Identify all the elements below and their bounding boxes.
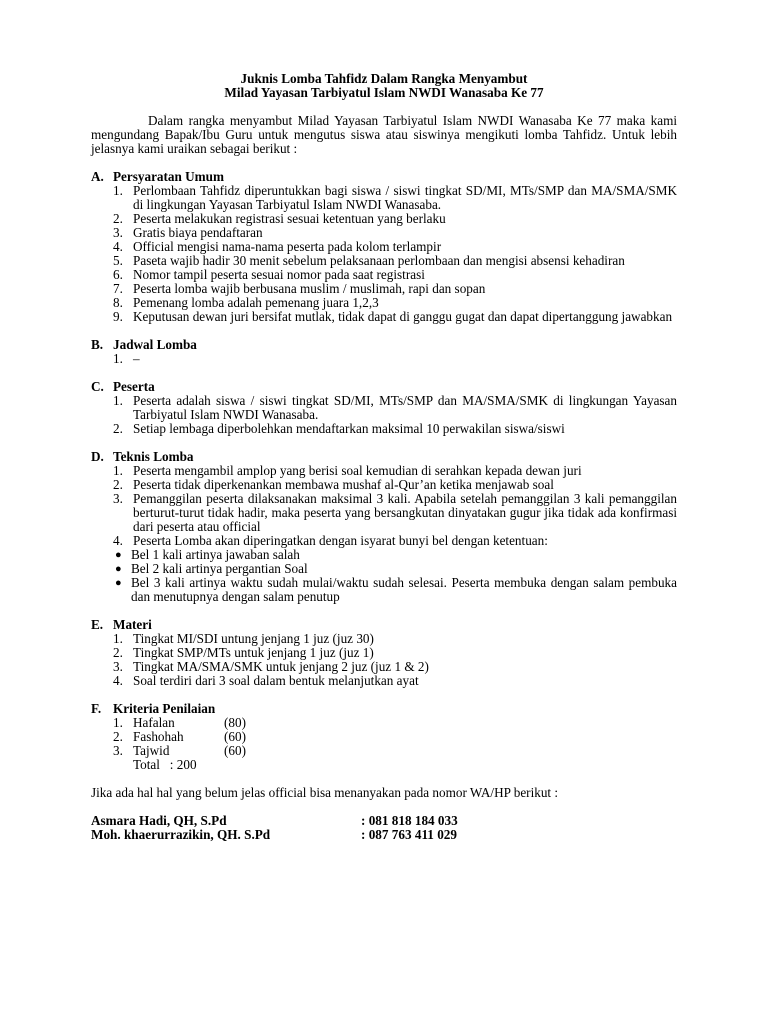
item-text: Peserta melakukan registrasi sesuai ketentuan yang berlaku: [133, 211, 446, 226]
criteria-name: Tajwid: [133, 743, 170, 758]
list-item: [111, 562, 677, 576]
section-letter: F.: [91, 701, 102, 716]
participants-list: [91, 394, 677, 436]
item-text: Official mengisi nama-nama peserta pada kolom terlampir: [133, 239, 442, 254]
item-text: [133, 730, 246, 744]
item-number: 3.: [113, 659, 123, 674]
list-item: [113, 268, 677, 282]
list-item: [113, 716, 677, 730]
item-text: Bel 2 kali artinya pergantian Soal: [131, 561, 308, 576]
section-jadwal-lomba: [91, 338, 677, 366]
item-text: Tingkat MA/SMA/SMK untuk jenjang 2 juz (juz 1 & 2): [133, 659, 429, 674]
item-text: Peserta Lomba akan diperingatkan dengan isyarat bunyi bel dengan ketentuan:: [133, 533, 548, 548]
material-list: [91, 632, 677, 688]
item-number: 3.: [113, 743, 123, 758]
item-number: 2.: [113, 421, 123, 436]
item-number: 1.: [113, 715, 123, 730]
list-item: [113, 632, 677, 646]
section-title: Materi: [113, 617, 152, 632]
section-heading: [91, 702, 677, 716]
item-number: 3.: [113, 225, 123, 240]
section-heading: [91, 170, 677, 184]
item-text: Paseta wajib hadir 30 menit sebelum pelaksanaan perlombaan dan mengisi absensi kehadiran: [133, 253, 625, 268]
item-text: Tingkat MI/SDI untung jenjang 1 juz (juz 30): [133, 631, 374, 646]
item-text: Bel 3 kali artinya waktu sudah mulai/waktu sudah selesai. Peserta membuka dengan salam pembuka dan menutupnya dengan salam penutup: [131, 575, 677, 604]
section-title: Persyaratan Umum: [113, 169, 224, 184]
section-heading: [91, 450, 677, 464]
item-number: 6.: [113, 267, 123, 282]
section-title: Kriteria Penilaian: [113, 701, 216, 716]
bullet-icon: ●: [115, 549, 122, 561]
item-text: Gratis biaya pendaftaran: [133, 225, 263, 240]
requirements-list: [91, 184, 677, 324]
document-body: [91, 72, 677, 842]
section-letter: A.: [91, 169, 104, 184]
list-item: [113, 464, 677, 478]
list-item: [113, 296, 677, 310]
section-title: Jadwal Lomba: [113, 337, 197, 352]
closing-paragraph: Jika ada hal hal yang belum jelas official bisa menanyakan pada nomor WA/HP berikut :: [91, 785, 559, 800]
section-letter: B.: [91, 337, 104, 352]
bullet-icon: ●: [115, 577, 122, 589]
list-item: [113, 282, 677, 296]
list-item: [113, 674, 677, 688]
item-number: 5.: [113, 253, 123, 268]
item-number: 1.: [113, 183, 123, 198]
list-item: [113, 646, 677, 660]
section-title: Teknis Lomba: [113, 449, 194, 464]
list-item: [111, 576, 677, 604]
item-text: [133, 716, 246, 730]
title-line-2: Milad Yayasan Tarbiyatul Islam NWDI Wanasaba Ke 77: [224, 85, 544, 100]
item-text: Keputusan dewan juri bersifat mutlak, tidak dapat di ganggu gugat dan dapat dipertanggung jawabkan: [133, 309, 673, 324]
list-item: [113, 212, 677, 226]
title-line-1: Juknis Lomba Tahfidz Dalam Rangka Menyambut: [240, 71, 528, 86]
item-number: 2.: [113, 729, 123, 744]
list-item: [113, 226, 677, 240]
list-item: [113, 394, 677, 422]
item-number: 8.: [113, 295, 123, 310]
bell-rules-list: [91, 548, 677, 604]
document-title: [91, 72, 677, 100]
item-text: [133, 744, 246, 758]
contact-name: Moh. khaerurrazikin, QH. S.Pd: [91, 827, 271, 842]
contact-phone: : 087 763 411 029: [361, 827, 457, 842]
item-text: Peserta tidak diperkenankan membawa mushaf al-Qur’an ketika menjawab soal: [133, 477, 554, 492]
section-heading: [91, 338, 677, 352]
item-number: 2.: [113, 645, 123, 660]
item-number: 9.: [113, 309, 123, 324]
section-materi: [91, 618, 677, 688]
item-number: 3.: [113, 491, 123, 506]
item-number: 1.: [113, 393, 123, 408]
list-item: [113, 478, 677, 492]
list-item: [113, 534, 677, 548]
criteria-score: (60): [224, 743, 246, 758]
criteria-score: (80): [224, 715, 246, 730]
item-text: Setiap lembaga diperbolehkan mendaftarkan maksimal 10 perwakilan siswa/siswi: [133, 421, 565, 436]
item-text: Bel 1 kali artinya jawaban salah: [131, 547, 300, 562]
item-text: Pemanggilan peserta dilaksanakan maksimal 3 kali. Apabila setelah pemanggilan 3 kali pemanggilan berturut-turut tidak hadir, maka peserta yang bersangkutan dinyatakan gugur jika tidak ada konfirmasi dari peserta atau official: [133, 491, 677, 534]
item-number: 2.: [113, 477, 123, 492]
item-number: 4.: [113, 239, 123, 254]
list-item: [113, 422, 677, 436]
item-number: 1.: [113, 351, 123, 366]
item-text: Soal terdiri dari 3 soal dalam bentuk melanjutkan ayat: [133, 673, 419, 688]
item-text: Pemenang lomba adalah pemenang juara 1,2,3: [133, 295, 379, 310]
list-item: [113, 730, 677, 744]
list-item: [113, 744, 677, 758]
criteria-name: Hafalan: [133, 715, 175, 730]
item-text: Peserta adalah siswa / siswi tingkat SD/MI, MTs/SMP dan MA/SMA/SMK di lingkungan Yayasan Tarbiyatul Islam NWDI Wanasaba.: [133, 393, 677, 422]
section-letter: C.: [91, 379, 104, 394]
technical-list: [91, 464, 677, 548]
item-number: 1.: [113, 631, 123, 646]
section-peserta: [91, 380, 677, 436]
list-item: [113, 240, 677, 254]
list-item: [113, 254, 677, 268]
schedule-list: [91, 352, 677, 366]
item-number: 2.: [113, 211, 123, 226]
section-heading: [91, 618, 677, 632]
item-text: Tingkat SMP/MTs untuk jenjang 1 juz (juz 1): [133, 645, 374, 660]
list-item: [113, 352, 677, 366]
item-text: –: [133, 351, 140, 366]
item-number: 4.: [113, 533, 123, 548]
contact-row: [91, 814, 677, 828]
item-number: 7.: [113, 281, 123, 296]
item-number: 1.: [113, 463, 123, 478]
contact-row: [91, 828, 677, 842]
list-item: [113, 492, 677, 534]
intro-paragraph: Dalam rangka menyambut Milad Yayasan Tarbiyatul Islam NWDI Wanasaba Ke 77 maka kami mengundang Bapak/Ibu Guru untuk mengutus siswa atau siswinya mengikuti lomba Tahfidz. Untuk lebih jelasnya kami uraikan sebagai berikut :: [91, 113, 677, 156]
criteria-total: Total : 200: [133, 757, 197, 772]
item-text: Nomor tampil peserta sesuai nomor pada saat registrasi: [133, 267, 425, 282]
list-item: [113, 184, 677, 212]
section-letter: D.: [91, 449, 104, 464]
section-teknis-lomba: [91, 450, 677, 604]
section-title: Peserta: [113, 379, 155, 394]
item-text: Peserta mengambil amplop yang berisi soal kemudian di serahkan kepada dewan juri: [133, 463, 582, 478]
list-item: [113, 660, 677, 674]
bullet-icon: ●: [115, 563, 122, 575]
item-text: Perlombaan Tahfidz diperuntukkan bagi siswa / siswi tingkat SD/MI, MTs/SMP dan MA/SMA/SMK di lingkungan Yayasan Tarbiyatul Islam NWDI Wanasaba.: [133, 183, 677, 212]
item-text: Peserta lomba wajib berbusana muslim / muslimah, rapi dan sopan: [133, 281, 486, 296]
section-heading: [91, 380, 677, 394]
criteria-list: [91, 716, 677, 758]
section-kriteria-penilaian: [91, 702, 677, 772]
contact-list: [91, 814, 677, 842]
list-item: [111, 548, 677, 562]
contact-name: Asmara Hadi, QH, S.Pd: [91, 813, 227, 828]
criteria-score: (60): [224, 729, 246, 744]
section-persyaratan-umum: [91, 170, 677, 324]
list-item: [113, 310, 677, 324]
criteria-name: Fashohah: [133, 729, 184, 744]
contact-phone: : 081 818 184 033: [361, 813, 458, 828]
item-number: 4.: [113, 673, 123, 688]
section-letter: E.: [91, 617, 104, 632]
